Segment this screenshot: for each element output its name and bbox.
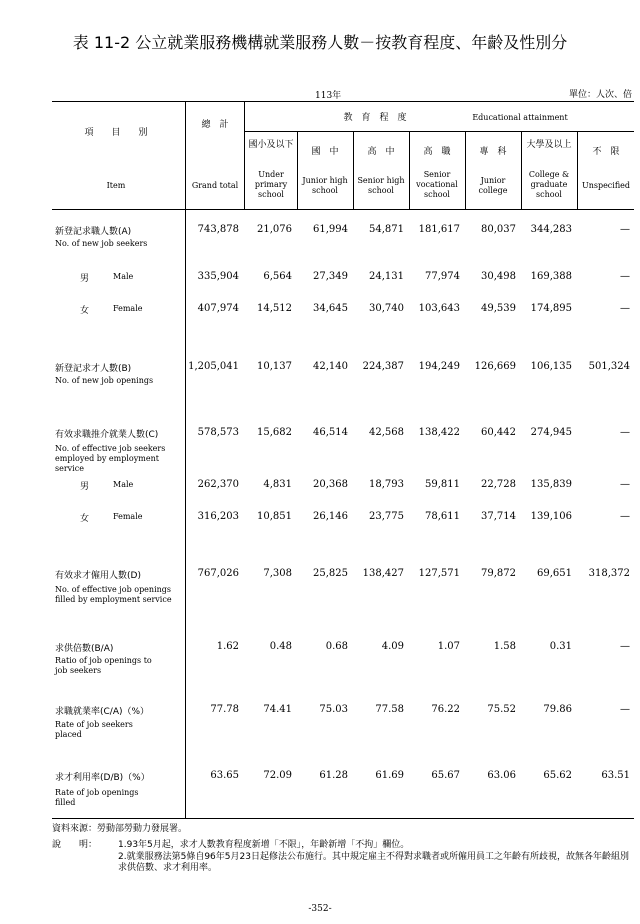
table-cell: 4,831 [263, 479, 292, 490]
table-cell: 262,370 [197, 479, 239, 490]
table-cell: 18,793 [369, 479, 404, 490]
note-2: 2.就業服務法第5條自96年5月23日起修法公布施行。其中規定雇主不得對求職者或所僱用員工之年齡有所歧視，故無各年齡組別求供倍數、求才利用率。 [118, 852, 629, 873]
table-cell: 23,775 [369, 511, 404, 522]
table-cell: 767,026 [197, 568, 239, 579]
edu-sub-rule [244, 131, 634, 132]
table-cell: 743,878 [197, 224, 239, 235]
page-number: -352- [308, 904, 332, 914]
table-cell: 77.78 [210, 704, 239, 715]
table-cell: 74.41 [263, 704, 292, 715]
col-header-zh: 專 科 [479, 147, 507, 157]
table-cell: 61.28 [319, 770, 348, 781]
table-cell: 76.22 [431, 704, 460, 715]
table-cell: 37,714 [481, 511, 516, 522]
table-cell: — [620, 479, 630, 490]
table-cell: 21,076 [257, 224, 292, 235]
table-cell: 224,387 [362, 361, 404, 372]
table-cell: 24,131 [369, 271, 404, 282]
row-label-zh: 有效求才僱用人數(D) [55, 571, 141, 581]
column-divider [465, 132, 466, 209]
table-cell: 61,994 [313, 224, 348, 235]
table-cell: 30,740 [369, 303, 404, 314]
table-cell: 1.62 [216, 641, 239, 652]
col-header-zh: 高 職 [423, 147, 451, 157]
row-label-zh: 新登記求才人數(B) [55, 364, 132, 374]
row-label-zh: 求職就業率(C/A)（%） [55, 707, 150, 717]
table-cell: 60,442 [481, 427, 516, 438]
table-cell: — [620, 271, 630, 282]
table-top-rule [52, 101, 634, 102]
col-header-en: College & graduate school [528, 170, 570, 199]
table-cell: 65.67 [431, 770, 460, 781]
table-cell: 1.07 [437, 641, 460, 652]
table-cell: 316,203 [197, 511, 239, 522]
table-cell: 27,349 [313, 271, 348, 282]
table-cell: — [620, 427, 630, 438]
table-cell: 1.58 [493, 641, 516, 652]
column-divider [521, 132, 522, 209]
header-bottom-rule [52, 209, 634, 210]
row-label-zh: 求才利用率(D/B)（%） [55, 773, 150, 783]
notes-label: 說 明： [52, 840, 98, 850]
table-cell: 501,324 [588, 361, 630, 372]
table-cell: 77.58 [375, 704, 404, 715]
table-cell: 42,140 [313, 361, 348, 372]
row-label-en: Rate of job seekers placed [55, 720, 133, 739]
table-cell: 127,571 [418, 568, 460, 579]
table-cell: 30,498 [481, 271, 516, 282]
column-divider [244, 102, 245, 209]
table-cell: 65.62 [543, 770, 572, 781]
table-cell: 34,645 [313, 303, 348, 314]
table-cell: — [620, 511, 630, 522]
col-header-zh: 大學及以上 [526, 140, 572, 150]
table-cell: 59,811 [425, 479, 460, 490]
column-divider [409, 132, 410, 209]
table-cell: 274,945 [530, 427, 572, 438]
table-cell: 135,839 [530, 479, 572, 490]
table-cell: 75.03 [319, 704, 348, 715]
row-label-en: Female [113, 304, 143, 313]
row-label-en: Rate of job openings filled [55, 788, 139, 807]
row-label-zh: 男 [80, 274, 90, 284]
col-header-en: Senior high school [357, 176, 405, 195]
row-label-en: Female [113, 512, 143, 521]
note-1: 1.93年5月起，求才人數教育程度新增「不限」，年齡新增「不拘」欄位。 [118, 840, 410, 850]
table-cell: 344,283 [530, 224, 572, 235]
table-cell: — [620, 704, 630, 715]
table-cell: 139,106 [530, 511, 572, 522]
table-cell: 0.48 [269, 641, 292, 652]
table-cell: 407,974 [197, 303, 239, 314]
item-header-zh: 項 目 別 [84, 128, 148, 138]
row-label-en: No. of effective job seekers employed by employment service [55, 444, 166, 473]
total-header-en: Grand total [191, 181, 239, 190]
row-label-en: Ratio of job openings to job seekers [55, 656, 152, 675]
column-divider [353, 132, 354, 209]
page-title: 表 11-2 公立就業服務機構就業服務人數－按教育程度、年齡及性別分 [72, 33, 568, 52]
table-cell: 126,669 [474, 361, 516, 372]
table-cell: 72.09 [263, 770, 292, 781]
row-label-en: Male [113, 272, 134, 281]
table-cell: 15,682 [257, 427, 292, 438]
table-cell: 79,872 [481, 568, 516, 579]
table-cell: 80,037 [481, 224, 516, 235]
row-label-zh: 男 [80, 482, 90, 492]
col-header-zh: 國 中 [311, 147, 339, 157]
table-cell: 77,974 [425, 271, 460, 282]
table-cell: 0.31 [549, 641, 572, 652]
edu-header-en: Educational attainment [472, 113, 568, 122]
row-label-zh: 有效求職推介就業人數(C) [55, 430, 159, 440]
table-cell: 0.68 [325, 641, 348, 652]
row-label-en: No. of effective job openings filled by employment service [55, 585, 172, 604]
col-header-en: Junior high school [302, 176, 348, 195]
table-cell: 6,564 [263, 271, 292, 282]
row-label-zh: 求供倍數(B/A) [55, 644, 114, 654]
row-label-en: Male [113, 480, 134, 489]
table-cell: 25,825 [313, 568, 348, 579]
row-label-en: No. of new job openings [55, 376, 154, 385]
table-cell: 138,427 [362, 568, 404, 579]
table-cell: 49,539 [481, 303, 516, 314]
col-header-en: Under primary school [254, 170, 288, 199]
table-cell: — [620, 641, 630, 652]
table-cell: 335,904 [197, 271, 239, 282]
row-label-zh: 女 [80, 514, 90, 524]
col-header-zh: 不 限 [592, 147, 620, 157]
item-header-en: Item [106, 181, 126, 190]
table-cell: 169,388 [530, 271, 572, 282]
table-cell: 103,643 [418, 303, 460, 314]
table-cell: 7,308 [263, 568, 292, 579]
table-cell: 10,137 [257, 361, 292, 372]
table-cell: 4.09 [381, 641, 404, 652]
table-cell: 578,573 [197, 427, 239, 438]
table-cell: 75.52 [487, 704, 516, 715]
table-cell: 54,871 [369, 224, 404, 235]
col-header-en: Unspecified [581, 181, 631, 190]
table-cell: 14,512 [257, 303, 292, 314]
table-cell: 79.86 [543, 704, 572, 715]
table-cell: 10,851 [257, 511, 292, 522]
row-label-en: No. of new job seekers [55, 239, 148, 248]
row-label-zh: 新登記求職人數(A) [55, 227, 132, 237]
table-cell: 61.69 [375, 770, 404, 781]
table-cell: 46,514 [313, 427, 348, 438]
table-cell: — [620, 303, 630, 314]
table-cell: 1,205,041 [188, 361, 239, 372]
table-cell: 20,368 [313, 479, 348, 490]
table-cell: 63.65 [210, 770, 239, 781]
table-cell: 22,728 [481, 479, 516, 490]
table-cell: 181,617 [418, 224, 460, 235]
col-header-zh: 國小及以下 [248, 140, 294, 150]
column-divider [577, 132, 578, 209]
table-cell: 78,611 [425, 511, 460, 522]
table-cell: 26,146 [313, 511, 348, 522]
table-cell: 69,651 [537, 568, 572, 579]
table-cell: 194,249 [418, 361, 460, 372]
edu-header-zh: 教 育 程 度 [343, 113, 407, 123]
table-bottom-rule [52, 818, 634, 819]
table-cell: 63.51 [601, 770, 630, 781]
total-header-zh: 總 計 [201, 120, 229, 130]
table-cell: 318,372 [588, 568, 630, 579]
col-header-en: Junior college [478, 176, 508, 195]
row-label-zh: 女 [80, 306, 90, 316]
table-cell: 138,422 [418, 427, 460, 438]
table-cell: 63.06 [487, 770, 516, 781]
column-divider [297, 132, 298, 209]
table-cell: 42,568 [369, 427, 404, 438]
unit-label: 單位：人次、倍 [568, 90, 632, 100]
year-label: 113年 [315, 91, 342, 101]
col-header-zh: 高 中 [367, 147, 395, 157]
table-cell: — [620, 224, 630, 235]
table-cell: 106,135 [530, 361, 572, 372]
col-header-en: Senior vocational school [416, 170, 458, 199]
source-note: 資料來源：勞動部勞動力發展署。 [52, 824, 188, 834]
table-cell: 174,895 [530, 303, 572, 314]
